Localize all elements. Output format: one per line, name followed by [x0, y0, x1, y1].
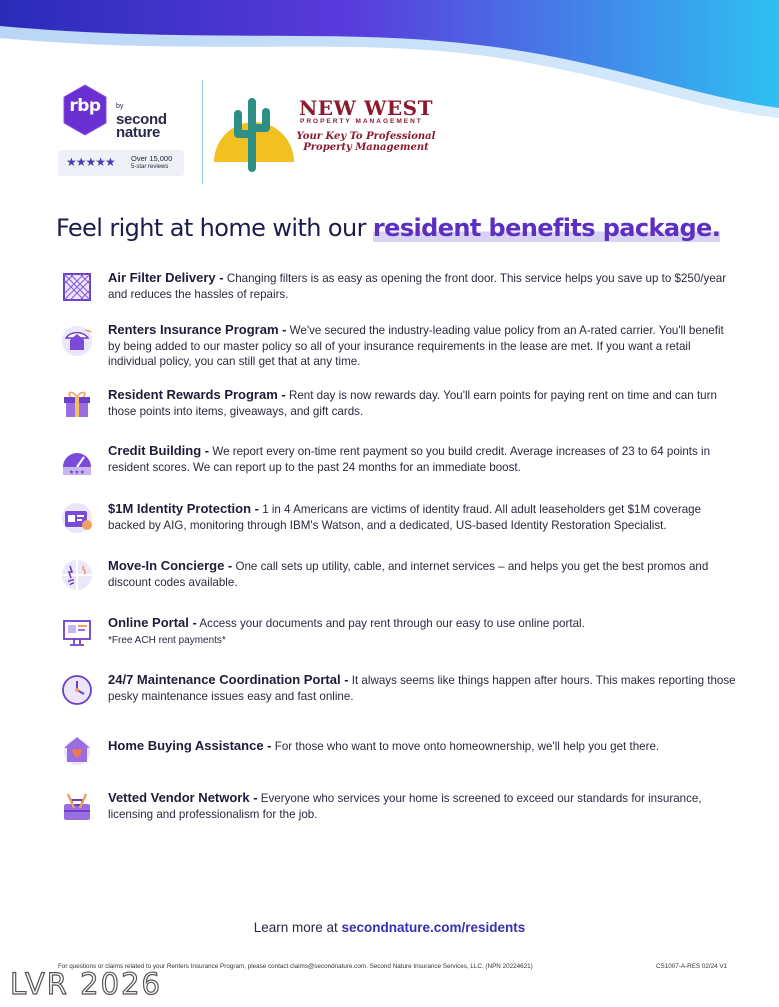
document-code: CS1007-A-RES 02/24 V1: [656, 963, 728, 970]
second-nature-wordmark: [116, 100, 167, 139]
disclaimer-text: For questions or claims related to your Renters Insurance Program, please contact claims@secondnature.com. Second Nature Insurance Services, LLC. (NPN 20224621): [58, 963, 533, 970]
benefit-description: Changing filters is as easy as opening the front door. This service helps you save up to $250/year and reduces the hassles of repairs.: [108, 272, 727, 301]
benefit-title: $1M Identity Protection -: [108, 501, 259, 516]
headline-highlight: resident benefits package.: [372, 214, 721, 242]
air-filter-icon: [60, 270, 94, 304]
benefit-description: Access your documents and pay rent through our easy to use online portal.: [196, 617, 585, 630]
review-label: 5-star reviews: [131, 164, 169, 170]
company-subtitle: PROPERTY MANAGEMENT: [300, 118, 423, 125]
learn-more-prefix: Learn more at: [253, 920, 342, 935]
benefit-title: Online Portal -: [108, 615, 197, 630]
rbp-logo-text: rbp: [69, 96, 101, 116]
clock-icon: [60, 672, 94, 706]
benefit-title: Air Filter Delivery -: [108, 270, 224, 285]
page-headline: [56, 214, 720, 242]
company-name: NEW WEST: [299, 96, 433, 120]
benefit-note: *Free ACH rent payments*: [108, 634, 226, 646]
star-rating-icon: ★★★★★: [66, 155, 115, 169]
benefit-title: Home Buying Assistance -: [108, 738, 272, 753]
id-shield-icon: [60, 501, 94, 535]
benefit-description: We report every on-time rent payment so you build credit. Average increases of 23 to 64 points in resident scores. We can report up to the past 24 months for an immediate boost.: [108, 445, 711, 474]
benefit-title: Resident Rewards Program -: [108, 387, 286, 402]
svg-text:★★★: ★★★: [68, 470, 86, 476]
reviews-badge: [58, 150, 184, 176]
benefit-description: 1 in 4 Americans are victims of identity fraud. All adult leaseholders get $1M coverage backed by AIG, monitoring through IBM's Watson, and a dedicated, US-based Identity Restoration Specialist.: [108, 503, 702, 532]
benefit-title: Renters Insurance Program -: [108, 322, 287, 337]
benefit-title: Move-In Concierge -: [108, 558, 233, 573]
second-nature-brand: second nature: [116, 111, 167, 141]
gift-icon: [60, 387, 94, 421]
learn-more: [0, 920, 779, 935]
utilities-icon: [60, 558, 94, 592]
company-tagline: Your Key To Professional Property Management: [296, 131, 436, 153]
benefit-description: One call sets up utility, cable, and internet services – and helps you get the best promos and discount codes available.: [108, 560, 709, 589]
umbrella-house-icon: [60, 322, 94, 356]
home-heart-icon: [60, 732, 94, 766]
benefit-title: 24/7 Maintenance Coordination Portal -: [108, 672, 349, 687]
toolbox-icon: [60, 790, 94, 824]
logo-divider: [202, 80, 203, 184]
credit-gauge-icon: [60, 445, 94, 479]
monitor-icon: [60, 615, 94, 649]
benefit-description: For those who want to move onto homeownership, we'll help you get there.: [271, 740, 660, 753]
listing-watermark: LVR 2026: [10, 967, 162, 1001]
learn-more-link[interactable]: secondnature.com/residents: [341, 920, 526, 935]
benefit-description: We've secured the industry-leading value policy from an A-rated carrier. You'll benefit by being added to our master policy so all of your insurance requirements in the lease are met. If you want a retail individual policy, you can still get that at any time.: [108, 324, 724, 369]
benefit-title: Credit Building -: [108, 443, 210, 458]
by-label: by: [116, 103, 124, 110]
sun-cactus-icon: [212, 92, 296, 176]
review-count: Over 15,000: [131, 154, 173, 163]
benefit-title: Vetted Vendor Network -: [108, 790, 258, 805]
benefit-description: Everyone who services your home is screened to exceed our standards for insurance, licensing and professionalism for the job.: [108, 792, 702, 821]
headline-prefix: Feel right at home with our: [56, 214, 373, 242]
benefit-description: It always seems like things happen after hours. This makes reporting those pesky maintenance issues easy and fast online.: [108, 674, 736, 703]
benefit-description: Rent day is now rewards day. You'll earn points for paying rent on time and can turn those points into items, giveaways, and gift cards.: [108, 389, 717, 418]
